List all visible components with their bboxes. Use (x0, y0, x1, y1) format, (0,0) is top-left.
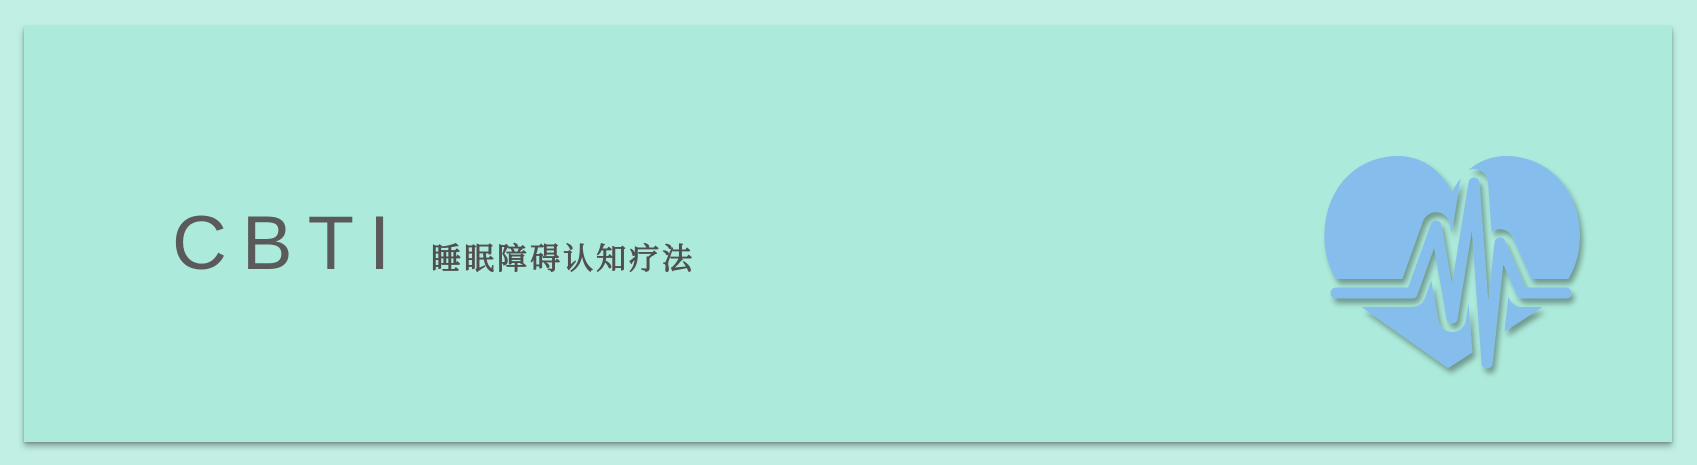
heart-pulse-icon (1322, 98, 1594, 398)
banner-title: CBTI (172, 201, 406, 286)
title-group (172, 201, 696, 286)
banner-subtitle: 睡眠障碍认知疗法 (431, 242, 696, 277)
banner (24, 26, 1672, 442)
